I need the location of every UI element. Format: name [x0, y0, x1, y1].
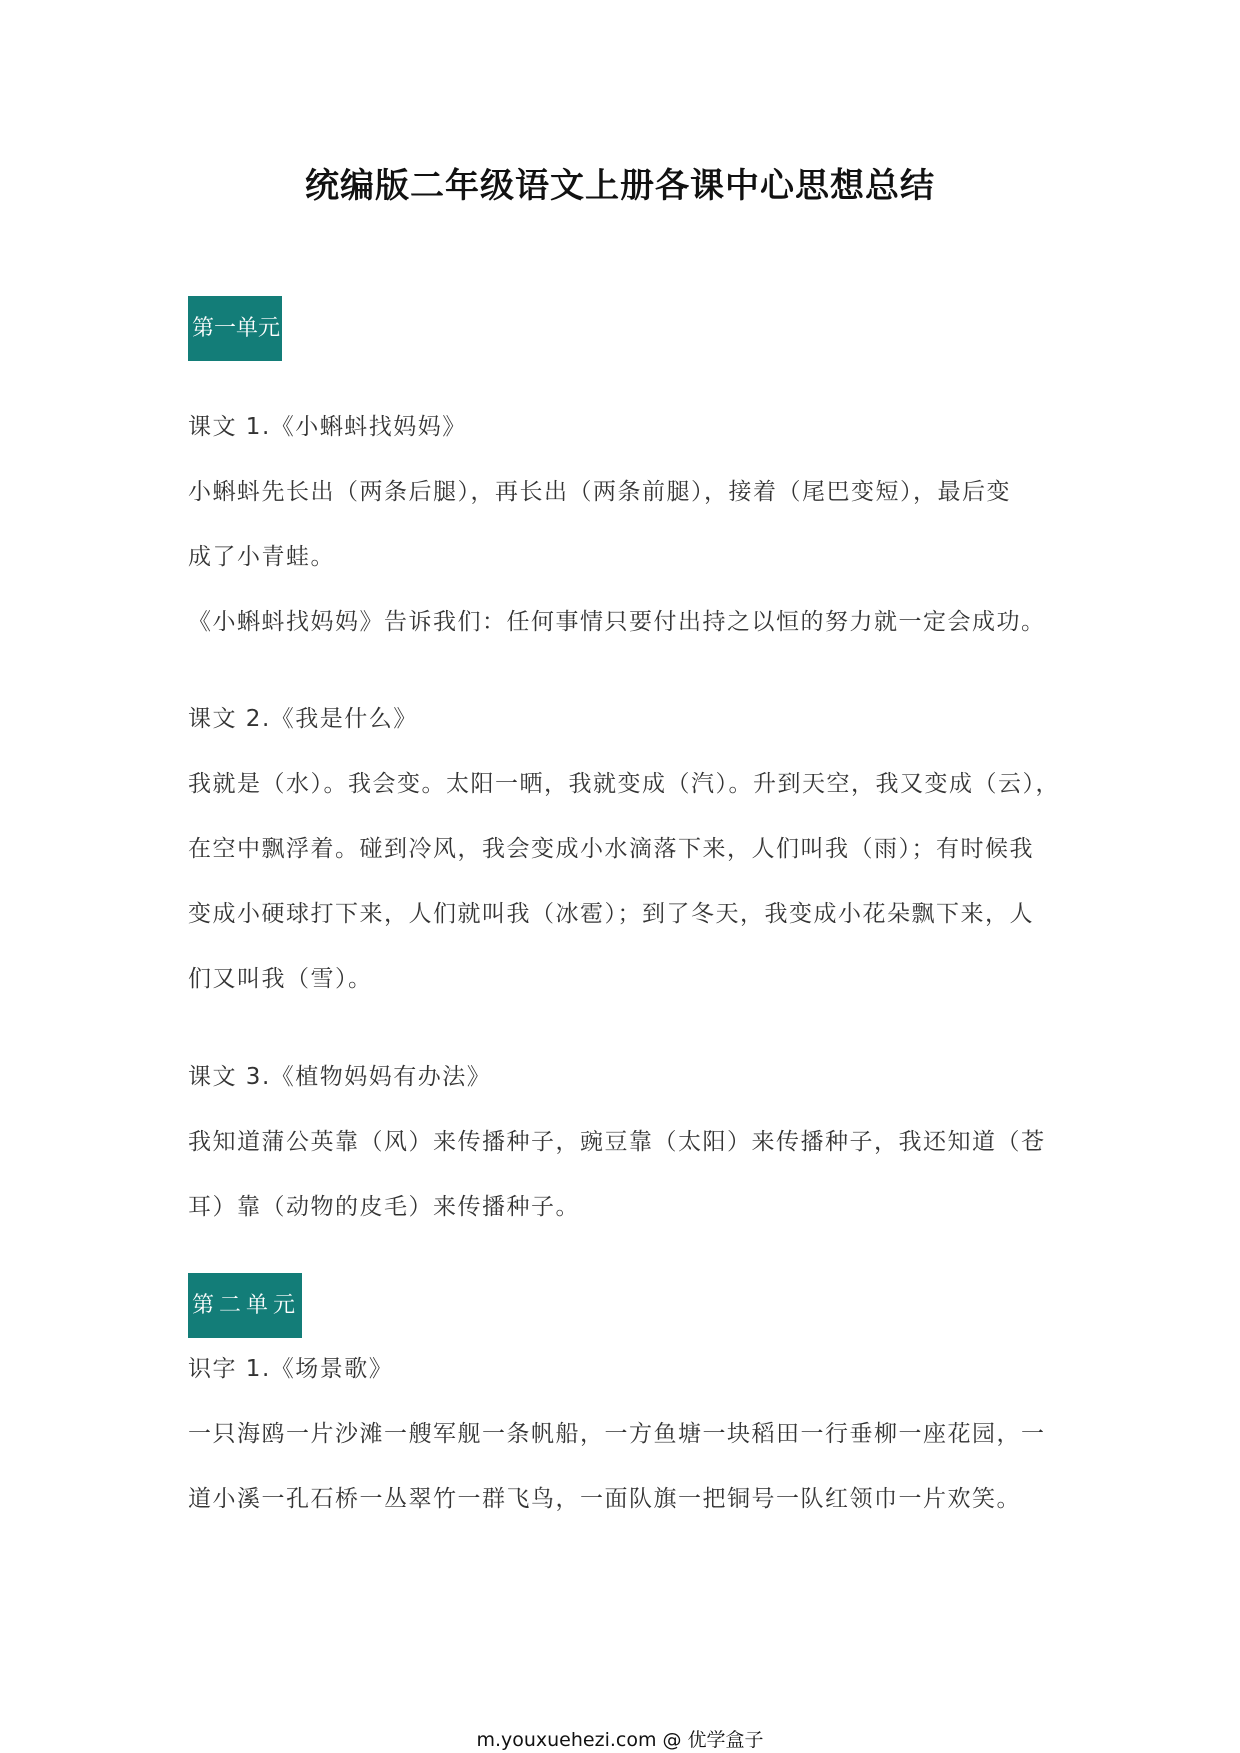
lesson-text-line: 成了小青蛙。	[188, 544, 335, 570]
unit-label: 第一单元	[188, 296, 282, 361]
lesson-text-line: 们又叫我（雪）。	[188, 966, 373, 992]
lesson-text-line: 一只海鸥一片沙滩一艘军舰一条帆船，一方鱼塘一块稻田一行垂柳一座花园，一	[188, 1421, 1046, 1447]
lesson-text-line: 道小溪一孔石桥一丛翠竹一群飞鸟，一面队旗一把铜号一队红领巾一片欢笑。	[188, 1486, 1021, 1512]
lesson-heading: 课文 2.《我是什么》	[188, 706, 418, 732]
lesson-text-line: 我就是（水）。我会变。太阳一晒，我就变成（汽）。升到天空，我又变成（云），	[188, 771, 1060, 797]
lesson-text-line: 小蝌蚪先长出（两条后腿），再长出（两条前腿），接着（尾巴变短），最后变	[188, 479, 1011, 505]
lesson-text-line: 我知道蒲公英靠（风）来传播种子，豌豆靠（太阳）来传播种子，我还知道（苍	[188, 1129, 1046, 1155]
unit-label: 第二单元	[188, 1273, 302, 1338]
footer-source: m.youxuehezi.com @ 优学盒子	[476, 1729, 764, 1751]
lesson-text-line: 在空中飘浮着。碰到冷风，我会变成小水滴落下来，人们叫我（雨）；有时候我	[188, 836, 1034, 862]
lesson-text-line: 变成小硬球打下来，人们就叫我（冰雹）；到了冬天，我变成小花朵飘下来，人	[188, 901, 1034, 927]
lesson-heading: 课文 1.《小蝌蚪找妈妈》	[188, 414, 467, 440]
lesson-heading: 课文 3.《植物妈妈有办法》	[188, 1064, 492, 1090]
lesson-text-line: 《小蝌蚪找妈妈》告诉我们：任何事情只要付出持之以恒的努力就一定会成功。	[188, 609, 1046, 635]
document-title: 统编版二年级语文上册各课中心思想总结	[305, 166, 935, 206]
lesson-heading: 识字 1.《场景歌》	[188, 1356, 394, 1382]
lesson-text-line: 耳）靠（动物的皮毛）来传播种子。	[188, 1194, 580, 1220]
